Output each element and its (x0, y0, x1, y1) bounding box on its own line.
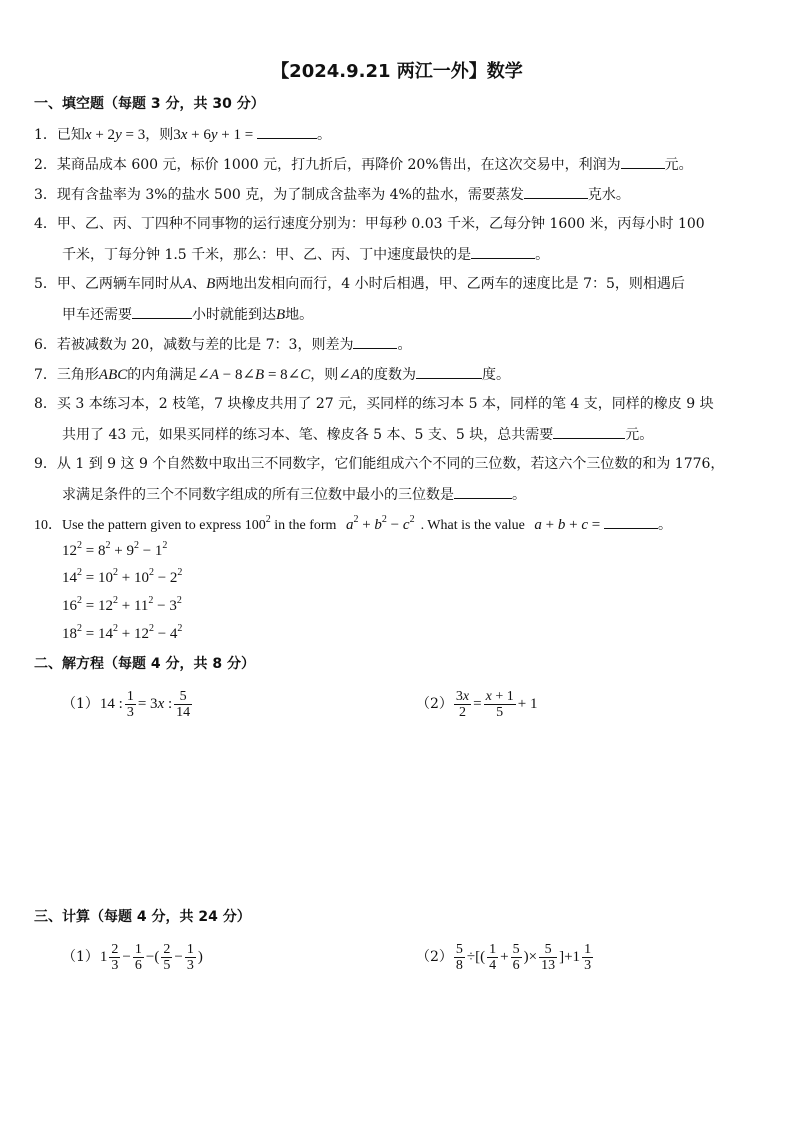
equation-label: （1） (62, 696, 99, 712)
math-expression: 14 : $\frac{1}{3}$ = 3x : $\frac{5}{14}$ (99, 688, 191, 720)
question-number: 1． (34, 127, 57, 143)
question-10: 10．Use the pattern given to express $100^2$ in the form $a^2 + b^2 - c^2$ . What is the value a + b + c = 。 (34, 514, 672, 536)
equation-2 (416, 684, 538, 724)
math-expression: 1 $\frac{2}{3}$ − $\frac{1}{6}$ −( $\frac{2}{5}$ − $\frac{1}{3}$ ) (99, 941, 203, 973)
question-9-line-2 (62, 484, 526, 505)
question-text: 。 (397, 337, 412, 353)
question-number: 3． (34, 187, 57, 203)
question-text: 从 1 到 9 这 9 个自然数中取出三不同数字，它们能组成六个不同的三位数，若这六个三位数的和为 1776， (56, 456, 725, 472)
question-text: 甲、乙、丙、丁四种不同事物的运行速度分别为：甲每秒 0.03 千米，乙每分钟 1600 米，丙每小时 100 (56, 216, 705, 232)
answer-blank[interactable] (553, 424, 625, 439)
question-text: 的内角满足 (127, 367, 198, 383)
question-text: 甲车还需要 (62, 307, 132, 323)
math-expression: 3x + 6y + 1 = (173, 127, 257, 143)
question-text: 小时就能到达 (192, 307, 276, 323)
answer-blank[interactable] (621, 154, 665, 169)
question-text: 度。 (482, 367, 511, 383)
answer-blank[interactable] (604, 514, 658, 529)
question-4-line-1 (34, 214, 705, 234)
section-calc-heading: 三、计算（每题 4 分，共 24 分） (34, 909, 251, 925)
calculation-label: （1） (62, 949, 99, 965)
question-text: 元。 (625, 427, 654, 443)
question-number: 5． (34, 276, 57, 292)
question-text: 甲、乙两辆车同时从 (56, 276, 183, 292)
question-text: in the form (270, 518, 337, 533)
answer-blank[interactable] (132, 304, 192, 319)
math-expression: B (206, 276, 216, 292)
question-text: 已知 (56, 127, 85, 143)
question-number: 10． (34, 518, 62, 533)
pattern-line: $12^2 = 8^2 + 9^2 - 1^2$ (62, 540, 168, 559)
math-expression: ABC (98, 367, 128, 383)
answer-blank[interactable] (416, 364, 482, 379)
answer-blank[interactable] (257, 124, 317, 139)
question-text: 求满足条件的三个不同数字组成的所有三位数中最小的三位数是 (62, 487, 454, 503)
question-number: 2． (34, 157, 57, 173)
answer-blank[interactable] (353, 334, 397, 349)
question-1 (34, 124, 331, 145)
math-expression: A (182, 276, 193, 292)
question-text: 买 3 本练习本，2 枝笔，7 块橡皮共用了 27 元，买同样的练习本 5 本，同样的笔 4 支，同样的橡皮 9 块 (56, 396, 714, 412)
question-text: 共用了 43 元，如果买同样的练习本、笔、橡皮各 5 本、5 支、5 块，总共需要 (62, 427, 554, 443)
answer-blank[interactable] (471, 244, 535, 259)
question-9-line-1 (34, 454, 724, 474)
question-text: . What is the value (420, 518, 525, 533)
question-2 (34, 154, 693, 175)
question-text: Use the pattern given to express 100 (62, 518, 266, 533)
question-text: ，则 (145, 127, 174, 143)
question-number: 7． (34, 367, 57, 383)
pattern-line: $16^2 = 12^2 + 11^2 - 3^2$ (62, 595, 182, 614)
answer-blank[interactable] (454, 484, 512, 499)
section-solve-heading: 二、解方程（每题 4 分，共 8 分） (34, 656, 255, 672)
question-text: 克水。 (587, 187, 630, 203)
question-3 (34, 184, 630, 205)
math-expression: a + b + c = (534, 517, 604, 533)
equation-label: （2） (416, 696, 453, 712)
math-expression: ∠A (338, 367, 361, 383)
calculation-label: （2） (416, 949, 453, 965)
question-number: 8． (34, 396, 57, 412)
question-text: 。 (657, 518, 672, 533)
question-text: 两地出发相向而行，4 小时后相遇，甲、乙两车的速度比是 7：5，则相遇后 (215, 276, 685, 292)
question-text: 的度数为 (360, 367, 417, 383)
question-text: 元。 (664, 157, 693, 173)
question-text: ，则 (310, 367, 339, 383)
question-text: 。 (535, 247, 550, 263)
page-title: 【2024.9.21 两江一外】数学 (271, 61, 523, 82)
question-number: 6． (34, 337, 57, 353)
math-expression: $\frac{5}{8}$ ÷[( $\frac{1}{4}$ + $\frac{5}{6}$ )× $\frac{5}{13}$ ]+1 $\frac{1}{3}$ (455, 941, 592, 973)
question-4-line-2 (62, 244, 549, 265)
math-expression: x + 2y = 3 (84, 127, 146, 143)
pattern-line: $14^2 = 10^2 + 10^2 - 2^2$ (62, 567, 183, 586)
answer-blank[interactable] (524, 184, 588, 199)
question-6 (34, 334, 411, 355)
question-text: 现有含盐率为 3%的盐水 500 克，为了制成含盐率为 4%的盐水，需要蒸发 (56, 187, 524, 203)
section-fill-heading: 一、填空题（每题 3 分，共 30 分） (34, 96, 265, 112)
question-number: 9． (34, 456, 57, 472)
pattern-line: $18^2 = 14^2 + 12^2 - 4^2$ (62, 623, 183, 642)
question-number: 4． (34, 216, 57, 232)
calculation-2 (416, 937, 594, 977)
question-text: 。 (512, 487, 526, 503)
question-text: 某商品成本 600 元，标价 1000 元，打九折后，再降价 20%售出，在这次交易中，利润为 (56, 157, 621, 173)
question-5-line-1: 5．甲、乙两辆车同时从A、B两地出发相向而行，4 小时后相遇，甲、乙两车的速度比是 7：5，则相遇后 (34, 276, 685, 292)
question-8-line-1 (34, 394, 714, 414)
calculation-1 (62, 937, 204, 977)
question-text: 地。 (285, 307, 314, 323)
math-expression: $\frac{3x}{2}$ = $\frac{x + 1}{5}$ + 1 (455, 688, 538, 720)
question-8-line-2 (62, 424, 653, 445)
math-expression: $a^2 + b^2 - c^2$ (345, 514, 415, 533)
question-text: 千米，丁每分钟 1.5 千米，那么：甲、乙、丙、丁中速度最快的是 (62, 247, 472, 263)
question-text: 三角形 (56, 367, 99, 383)
math-expression: B (276, 307, 286, 323)
math-expression: ∠A − 8∠B = 8∠C (197, 367, 311, 383)
question-5-line-2 (62, 304, 313, 325)
question-text: 若被减数为 20，减数与差的比是 7：3，则差为 (56, 337, 354, 353)
question-text: 。 (316, 127, 331, 143)
question-7 (34, 364, 510, 385)
equation-1 (62, 684, 193, 724)
